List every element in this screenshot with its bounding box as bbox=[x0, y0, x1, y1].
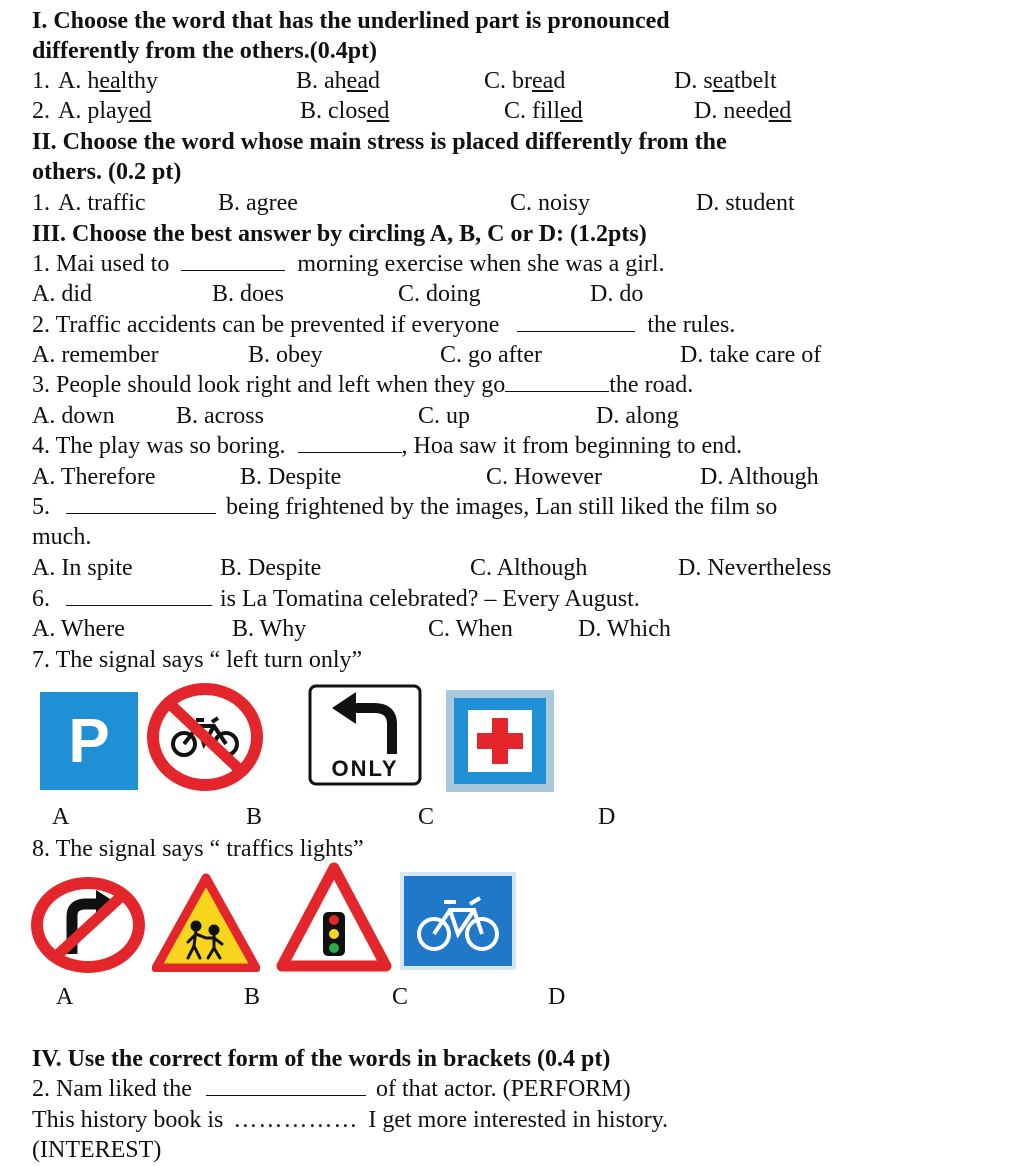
s3-q1-option-b[interactable]: B. does bbox=[212, 281, 284, 307]
s2-q1-option-b[interactable]: B. agree bbox=[218, 190, 298, 216]
s3-q4-stem: 4. The play was so boring. , Hoa saw it from beginning to end. bbox=[32, 433, 743, 459]
q7-label-d: D bbox=[598, 804, 616, 830]
s1-q2-number: 2. bbox=[32, 98, 50, 124]
q7-label-b: B bbox=[246, 804, 263, 830]
s3-q3-blank[interactable] bbox=[505, 371, 609, 392]
s3-q6-stem: 6. is La Tomatina celebrated? – Every August. bbox=[32, 586, 640, 612]
s3-q2-blank[interactable] bbox=[517, 311, 635, 332]
no-bicycles-sign-icon[interactable] bbox=[146, 682, 264, 792]
s3-q3-option-b[interactable]: B. across bbox=[176, 403, 264, 429]
s4-q2-blank[interactable] bbox=[206, 1075, 366, 1096]
s3-q1-option-a[interactable]: A. did bbox=[32, 281, 92, 307]
s4-q3-stem: This history book is …………… I get more interested in history. bbox=[32, 1107, 669, 1133]
s3-q2-option-c[interactable]: C. go after bbox=[440, 342, 542, 368]
s3-q5-stem-continued: much. bbox=[32, 524, 92, 550]
s1-q2-option-d[interactable]: D. needed bbox=[694, 98, 792, 124]
s3-q1-option-d[interactable]: D. do bbox=[590, 281, 644, 307]
s3-q5-blank[interactable] bbox=[66, 493, 216, 514]
s1-q1-option-a[interactable]: A. healthy bbox=[58, 68, 158, 94]
section-4-heading: IV. Use the correct form of the words in brackets (0.4 pt) bbox=[32, 1046, 611, 1072]
s3-q7-stem: 7. The signal says “ left turn only” bbox=[32, 647, 363, 673]
s3-q3-option-d[interactable]: D. along bbox=[596, 403, 679, 429]
s2-q1-number: 1. bbox=[32, 190, 50, 216]
s1-q1-number: 1. bbox=[32, 68, 50, 94]
s1-q2-option-c[interactable]: C. filled bbox=[504, 98, 583, 124]
section-2-heading-line2: others. (0.2 pt) bbox=[32, 159, 182, 185]
s3-q5-option-c[interactable]: C. Although bbox=[470, 555, 588, 581]
s2-q1-option-d[interactable]: D. student bbox=[696, 190, 795, 216]
parking-sign-icon[interactable] bbox=[40, 692, 138, 790]
traffic-lights-sign-icon[interactable] bbox=[276, 862, 392, 974]
left-turn-only-sign-icon[interactable] bbox=[308, 684, 422, 786]
s3-q1-stem: 1. Mai used to morning exercise when she was a girl. bbox=[32, 251, 665, 277]
s3-q4-option-a[interactable]: A. Therefore bbox=[32, 464, 156, 490]
first-aid-sign-icon[interactable] bbox=[446, 690, 554, 792]
s3-q4-option-b[interactable]: B. Despite bbox=[240, 464, 342, 490]
s3-q5-option-b[interactable]: B. Despite bbox=[220, 555, 322, 581]
s4-q3-stem-continued: (INTEREST) bbox=[32, 1137, 162, 1163]
s3-q1-option-c[interactable]: C. doing bbox=[398, 281, 481, 307]
s2-q1-option-a[interactable]: A. traffic bbox=[58, 190, 146, 216]
s1-q1-option-b[interactable]: B. ahead bbox=[296, 68, 380, 94]
s3-q2-option-d[interactable]: D. take care of bbox=[680, 342, 822, 368]
s1-q2-option-b[interactable]: B. closed bbox=[300, 98, 390, 124]
s3-q6-option-c[interactable]: C. When bbox=[428, 616, 513, 642]
section-2-heading-line1: II. Choose the word whose main stress is placed differently from the bbox=[32, 129, 727, 155]
s3-q1-blank[interactable] bbox=[181, 250, 285, 271]
q8-label-a: A bbox=[56, 984, 74, 1010]
s1-q1-option-c[interactable]: C. bread bbox=[484, 68, 566, 94]
s3-q3-stem: 3. People should look right and left when they go the road. bbox=[32, 372, 694, 398]
s3-q4-blank[interactable] bbox=[298, 432, 402, 453]
section-1-heading-line2: differently from the others.(0.4pt) bbox=[32, 38, 378, 64]
q8-label-c: C bbox=[392, 984, 409, 1010]
q8-label-d: D bbox=[548, 984, 566, 1010]
s3-q4-option-d[interactable]: D. Although bbox=[700, 464, 819, 490]
s3-q6-option-a[interactable]: A. Where bbox=[32, 616, 125, 642]
q8-label-b: B bbox=[244, 984, 261, 1010]
children-crossing-sign-icon[interactable] bbox=[152, 872, 260, 972]
s3-q5-option-a[interactable]: A. In spite bbox=[32, 555, 133, 581]
s3-q2-option-a[interactable]: A. remember bbox=[32, 342, 159, 368]
s3-q3-option-a[interactable]: A. down bbox=[32, 403, 115, 429]
s3-q6-blank[interactable] bbox=[66, 585, 212, 606]
s3-q3-option-c[interactable]: C. up bbox=[418, 403, 471, 429]
s1-q2-option-a[interactable]: A. played bbox=[58, 98, 152, 124]
s1-q1-option-d[interactable]: D. seatbelt bbox=[674, 68, 777, 94]
s4-q2-stem: 2. Nam liked the of that actor. (PERFORM) bbox=[32, 1076, 631, 1102]
s3-q5-stem: 5. being frightened by the images, Lan still liked the film so bbox=[32, 494, 778, 520]
svg-text:P: P bbox=[68, 707, 110, 776]
q7-label-c: C bbox=[418, 804, 435, 830]
no-right-turn-sign-icon[interactable] bbox=[30, 876, 146, 974]
s3-q6-option-d[interactable]: D. Which bbox=[578, 616, 671, 642]
s4-q3-blank[interactable]: …………… bbox=[233, 1107, 359, 1133]
s3-q5-option-d[interactable]: D. Nevertheless bbox=[678, 555, 832, 581]
svg-text:ONLY: ONLY bbox=[331, 756, 399, 781]
s3-q6-option-b[interactable]: B. Why bbox=[232, 616, 307, 642]
q7-label-a: A bbox=[52, 804, 70, 830]
s3-q4-option-c[interactable]: C. However bbox=[486, 464, 602, 490]
s3-q8-stem: 8. The signal says “ traffics lights” bbox=[32, 836, 364, 862]
s3-q2-option-b[interactable]: B. obey bbox=[248, 342, 323, 368]
bicycle-route-sign-icon[interactable] bbox=[400, 872, 516, 970]
s3-q2-stem: 2. Traffic accidents can be prevented if everyone the rules. bbox=[32, 312, 736, 338]
s2-q1-option-c[interactable]: C. noisy bbox=[510, 190, 591, 216]
section-3-heading: III. Choose the best answer by circling A, B, C or D: (1.2pts) bbox=[32, 221, 647, 247]
section-1-heading-line1: I. Choose the word that has the underlined part is pronounced bbox=[32, 8, 670, 34]
